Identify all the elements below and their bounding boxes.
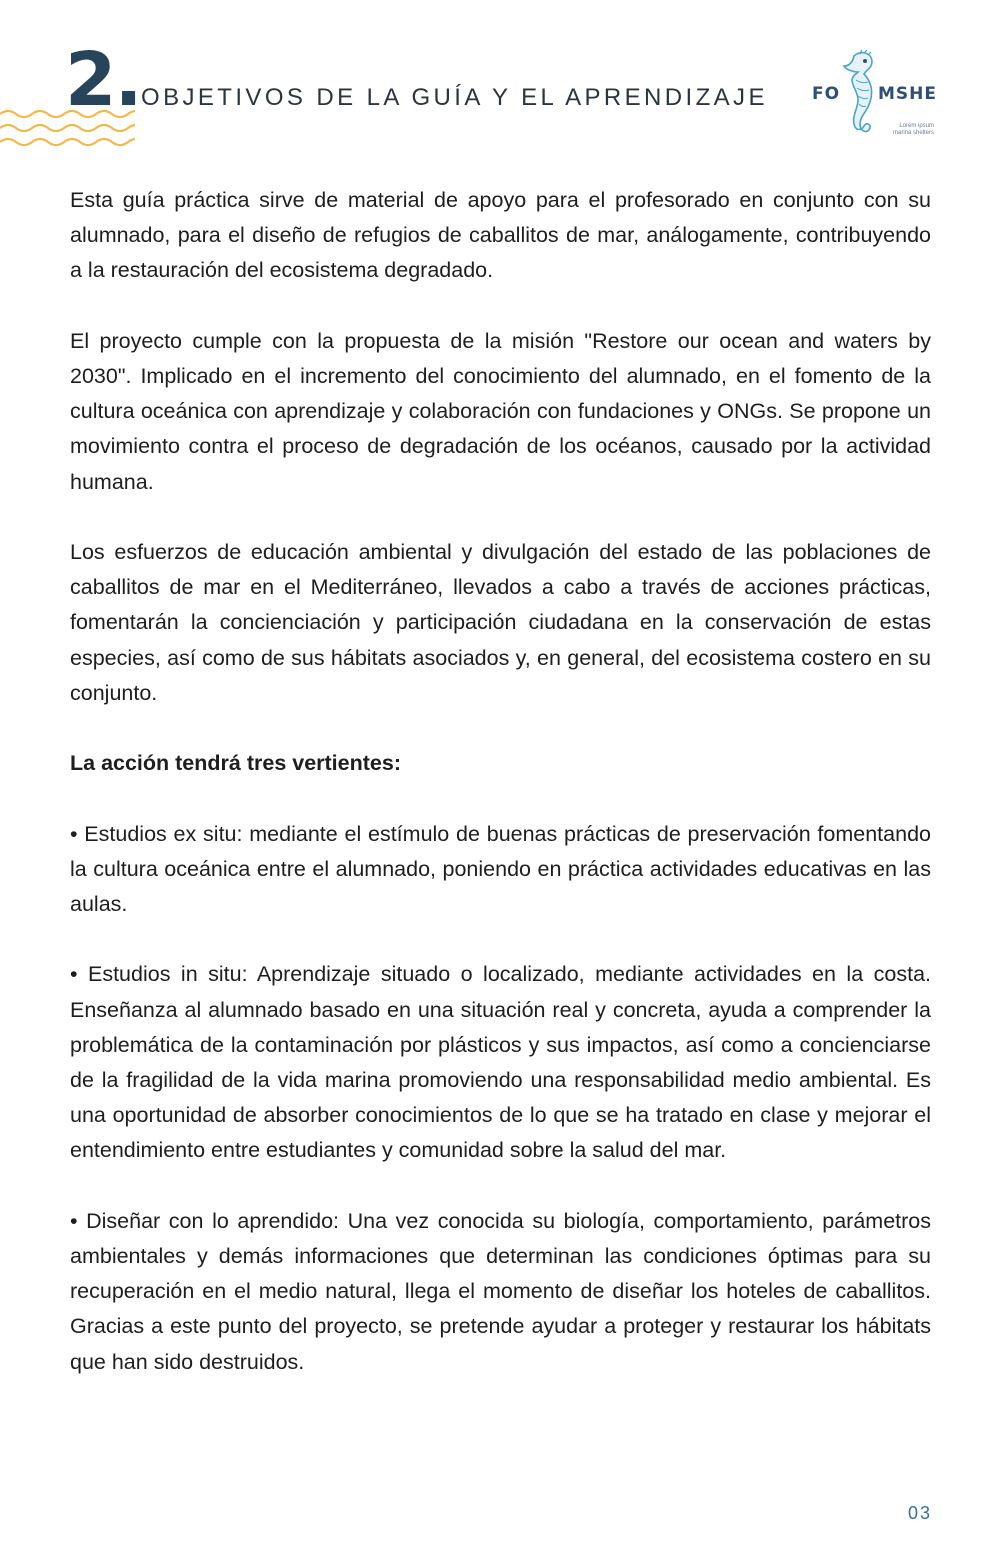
- logo-text-left: FO: [812, 84, 841, 104]
- page-header: [0, 37, 1000, 160]
- logo-tagline: Lorem ipsum marina shelters: [892, 123, 934, 136]
- paragraph-intro: Esta guía práctica sirve de material de apoyo para el profesorado en conjunto con su alumnado, para el diseño de refugios de caballitos de mar, análogamente, contribuyendo a la restauración del ecosistema degradado.: [70, 188, 931, 283]
- seahorse-icon: [840, 50, 880, 142]
- page-number: 03: [908, 1503, 933, 1523]
- section-number: 2.: [65, 37, 141, 123]
- fomshe-logo: [812, 50, 938, 142]
- bullet-in-situ: • Estudios in situ: Aprendizaje situado o localizado, mediante actividades en la costa. Enseñanza al alumnado basado en una situación real y concreta, ayuda a comprender la problemática de la contaminación por plásticos y sus impactos, así como a concienciarse de la fragilidad de la vida marina promoviendo una responsabilidad medio ambiental. Es una oportunidad de absorber conocimientos de lo que se ha tratado en clase y mejorar el entendimiento entre estudiantes y comunidad sobre la salud del mar.: [70, 962, 931, 1163]
- section-title: OBJETIVOS DE LA GUÍA Y EL APRENDIZAJE: [141, 84, 768, 111]
- paragraph-mission: El proyecto cumple con la propuesta de la misión "Restore our ocean and waters by 2030". Implicado en el incremento del conocimiento del alumnado, en el fomento de la cultura oceánica con aprendizaje y colaboración con fundaciones y ONGs. Se propone un movimiento contra el proceso de degradación de los océanos, causado por la actividad humana.: [70, 328, 931, 494]
- paragraph-efforts: Los esfuerzos de educación ambiental y divulgación del estado de las poblaciones de caballitos de mar en el Mediterráneo, llevados a cabo a través de acciones prácticas, fomentarán la concienciación y participación ciudadana en la conservación de estas especies, así como de sus hábitats asociados y, en general, del ecosistema costero en su conjunto.: [70, 540, 931, 705]
- bullet-design: • Diseñar con lo aprendido: Una vez conocida su biología, comportamiento, parámetros ambientales y demás informaciones que determinan las condiciones óptimas para su recuperación en el medio natural, llega el momento de diseñar los hoteles de caballitos. Gracias a este punto del proyecto, se pretende ayudar a proteger y restaurar los hábitats que han sido destruidos.: [70, 1208, 931, 1374]
- body-content: [70, 183, 931, 1415]
- bullet-ex-situ: • Estudios ex situ: mediante el estímulo de buenas prácticas de preservación fomentando la cultura oceánica entre el alumnado, poniendo en práctica actividades educativas en las aulas.: [70, 821, 931, 916]
- waves-decoration: [0, 108, 135, 152]
- section-heading: La acción tendrá tres vertientes:: [70, 751, 401, 776]
- logo-text-right: MSHE: [878, 84, 938, 104]
